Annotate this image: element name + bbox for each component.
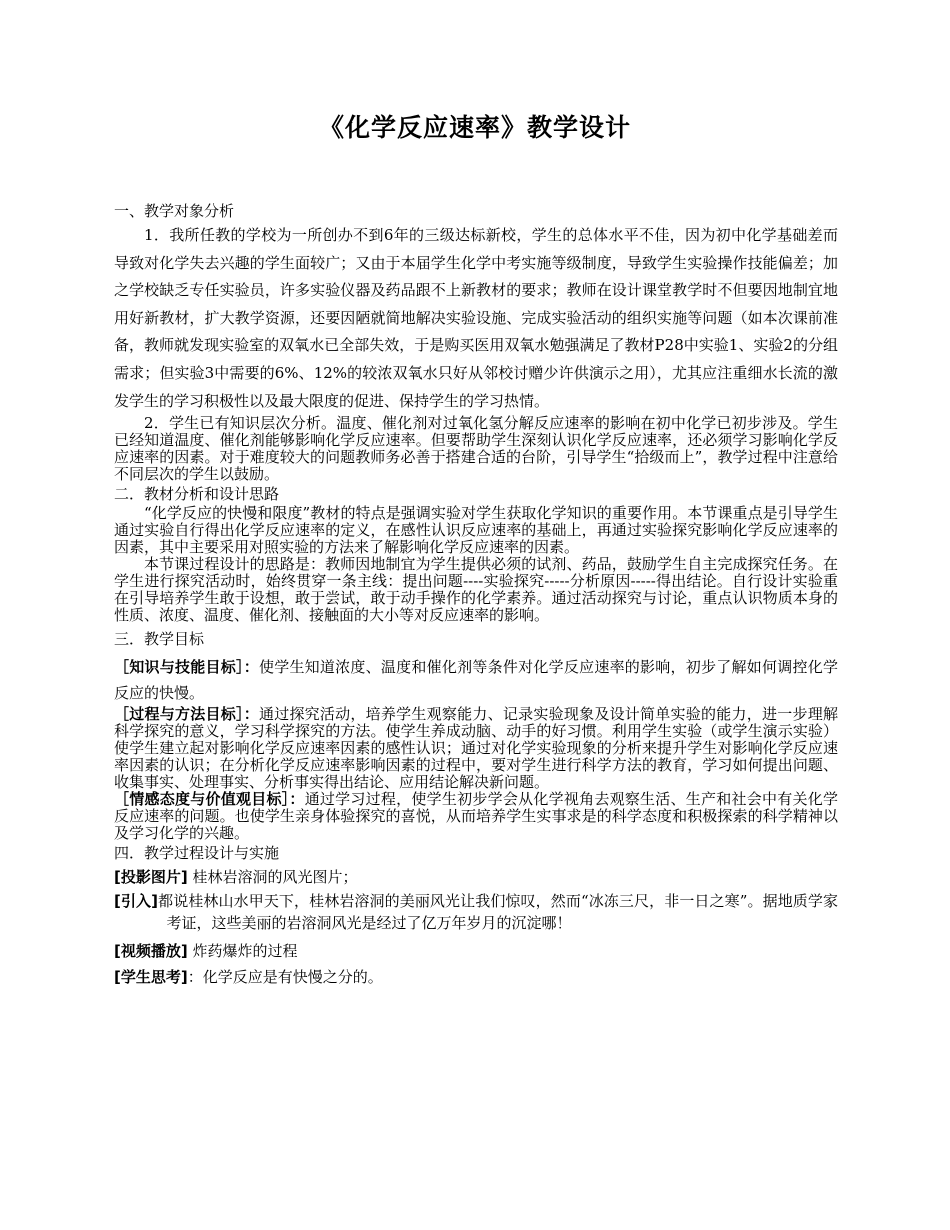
paragraph-2-2: 本节课过程设计的思路是：教师因地制宜为学生提供必须的试剂、药品，鼓励学生自主完成探究任务。在学生进行探究活动时，始终贯穿一条主线：提出问题----实验探究-----分析原因-----得出结论。自行设计实验重在引导培养学生敢于设想，敢于尝试，敢于动手操作的化学素养。通过活动探究与讨论，重点认识物质本身的性质、浓度、温度、催化剂、接触面的大小等对反应速率的影响。 xyxy=(114,555,838,625)
goal-process-text: 通过探究活动，培养学生观察能力、记录实验现象及设计简单实验的能力，进一步理解科学探究的意义，学习科学探究的方法。使学生养成动脑、动手的好习惯。利用学生实验（或学生演示实验）使学生建立起对影响化学反应速率因素的感性认识；通过对化学实验现象的分析来提升学生对影响化学反应速率因素的认识；在分析化学反应速率影响因素的过程中，要对学生进行科学方法的教育，学习如何提出问题、收集事实、处理事实、分析事实得出结论、应用结论解决新问题。 xyxy=(114,705,838,792)
goal-emotion xyxy=(114,791,838,842)
goal-knowledge-text: 使学生知道浓度、温度和催化剂等条件对化学反应速率的影响，初步了解如何调控化学反应的快慢。 xyxy=(114,658,838,703)
document-body xyxy=(114,200,838,990)
paragraph-1-1: 1．我所任教的学校为一所创办不到6年的三级达标新校，学生的总体水平不佳，因为初中化学基础差而导致对化学失去兴趣的学生面较广；又由于本届学生化学中考实施等级制度，导致学生实验操作技能偏差；加之学校缺乏专任实验员，许多实验仪器及药品跟不上新教材的要求；教师在设计课堂教学时不但要因地制宜地用好新教材，扩大教学资源，还要因陋就简地解决实验设施、完成实验活动的组织实施等问题（如本次课前准备，教师就发现实验室的双氧水已全部失效，于是购买医用双氧水勉强满足了教材P28中实验1、实验2的分组需求；但实验3中需要的6%、12%的较浓双氧水只好从邻校讨赠少许供演示之用），尤其应注重细水长流的激发学生的学习积极性以及最大限度的促进、保持学生的学习热情。 xyxy=(114,226,838,410)
goal-knowledge xyxy=(114,654,838,706)
goal-emotion-label: ［情感态度与价值观目标］： xyxy=(114,790,305,809)
section-heading-3: 三．教学目标 xyxy=(114,630,205,649)
step-projection-text: 桂林岩溶洞的风光图片； xyxy=(192,868,358,887)
section-heading-1: 一、教学对象分析 xyxy=(114,202,235,220)
goal-emotion-text: 通过学习过程，使学生初步学会从化学视角去观察生活、生产和社会中有关化学反应速率的问题。也使学生亲身体验探究的喜悦，从而培养学生实事求是的科学态度和积极探索的科学精神以及学习化学的兴趣。 xyxy=(114,790,838,843)
section-heading-2: 二．教材分析和设计思路 xyxy=(114,485,280,504)
step-video-label: [视频播放] xyxy=(114,942,188,961)
step-video-text: 炸药爆炸的过程 xyxy=(192,942,298,961)
paragraph-2-1: “化学反应的快慢和限度”教材的特点是强调实验对学生获取化学知识的重要作用。本节课重点是引导学生通过实验自行得出化学反应速率的定义，在感性认识反应速率的基础上，再通过实验探究影响化学反应速率的因素，其中主要采用对照实验的方法来了解影响化学反应速率的因素。 xyxy=(114,504,838,557)
step-video xyxy=(114,938,838,964)
step-think xyxy=(114,964,838,990)
step-think-label: [学生思考] xyxy=(114,968,188,987)
step-projection xyxy=(114,864,838,890)
goal-process xyxy=(114,706,838,791)
goal-process-label: ［过程与方法目标］： xyxy=(114,705,259,724)
section-heading-4: 四．教学过程设计与实施 xyxy=(114,844,280,863)
paragraph-1-2: 2．学生已有知识层次分析。温度、催化剂对过氧化氢分解反应速率的影响在初中化学已初步涉及。学生已经知道温度、催化剂能够影响化学反应速率。但要帮助学生深刻认识化学反应速率，还必须学习影响化学反应速率的因素。对于难度较大的问题教师务必善于搭建合适的台阶，引导学生“拾级而上”，教学过程中注意给不同层次的学生以鼓励。 xyxy=(114,414,838,484)
document-title: 《化学反应速率》教学设计 xyxy=(318,113,631,142)
step-intro-label: [引入] xyxy=(114,892,159,911)
goal-knowledge-label: ［知识与技能目标］： xyxy=(114,658,259,677)
step-intro-text: 都说桂林山水甲天下，桂林岩溶洞的美丽风光让我们惊叹，然而“冰冻三尺，非一日之寒”。据地质学家考证，这些美丽的岩溶洞风光是经过了亿万年岁月的沉淀哪！ xyxy=(158,892,838,933)
step-intro xyxy=(114,890,838,934)
step-think-text: ：化学反应是有快慢之分的。 xyxy=(187,968,383,987)
step-projection-label: [投影图片] xyxy=(114,868,188,887)
